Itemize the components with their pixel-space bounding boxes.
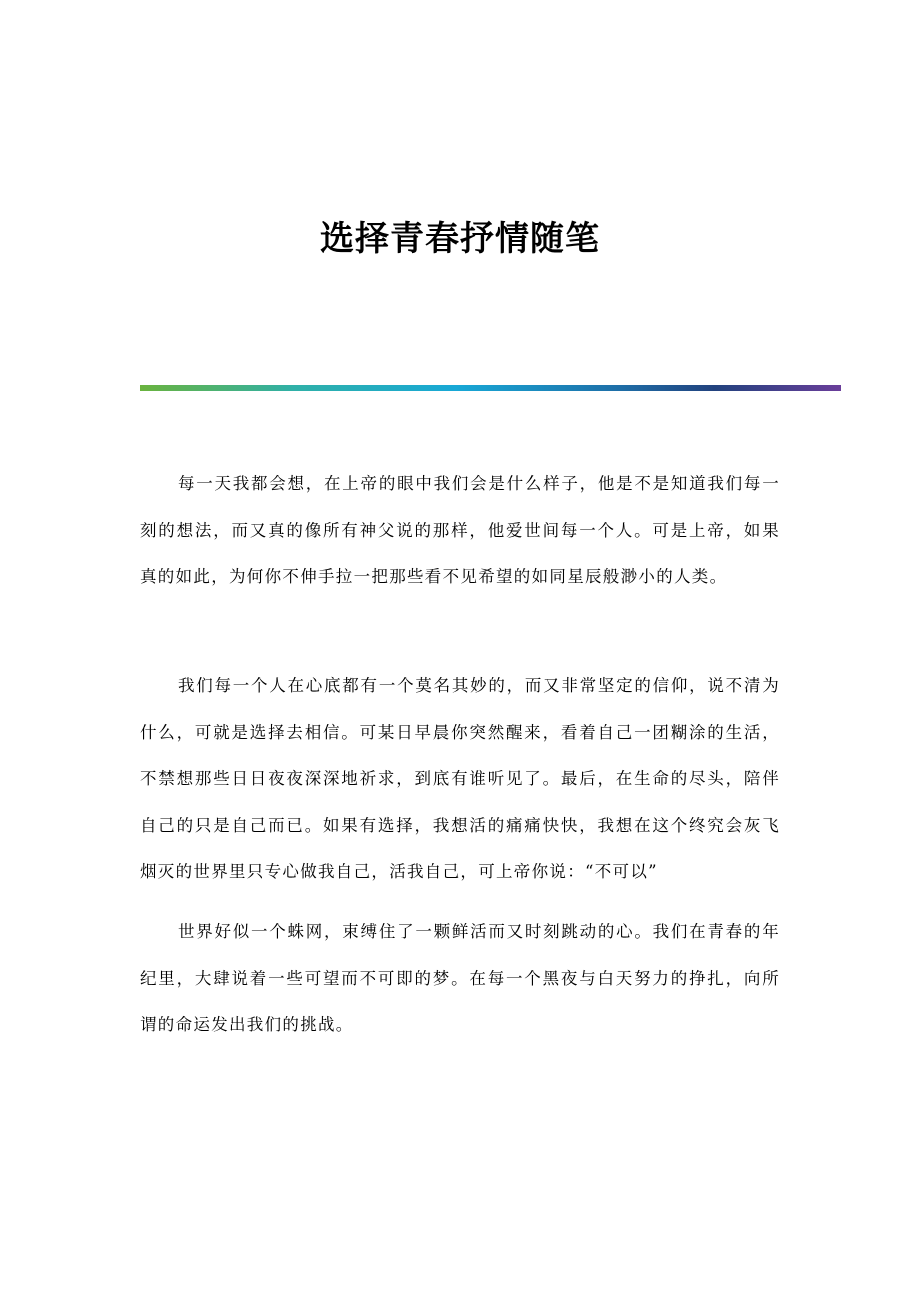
gradient-divider	[140, 385, 841, 391]
body-paragraph: 每一天我都会想，在上帝的眼中我们会是什么样子，他是不是知道我们每一刻的想法，而又真的像所有神父说的那样，他爱世间每一个人。可是上帝，如果真的如此，为何你不伸手拉一把那些看不见希望的如同星辰般渺小的人类。	[140, 474, 780, 586]
body-paragraph: 我们每一个人在心底都有一个莫名其妙的，而又非常坚定的信仰，说不清为什么，可就是选择去相信。可某日早晨你突然醒来，看着自己一团糊涂的生活，不禁想那些日日夜夜深深地祈求，到底有谁听见了。最后，在生命的尽头，陪伴自己的只是自己而已。如果有选择，我想活的痛痛快快，我想在这个终究会灰飞烟灭的世界里只专心做我自己，活我自己，可上帝你说：“不可以”	[140, 676, 780, 881]
page-title: 选择青春抒情随笔	[320, 219, 600, 259]
body-paragraph: 世界好似一个蛛网，束缚住了一颗鲜活而又时刻跳动的心。我们在青春的年纪里，大肆说着一些可望而不可即的梦。在每一个黑夜与白天努力的挣扎，向所谓的命运发出我们的挑战。	[140, 922, 780, 1034]
